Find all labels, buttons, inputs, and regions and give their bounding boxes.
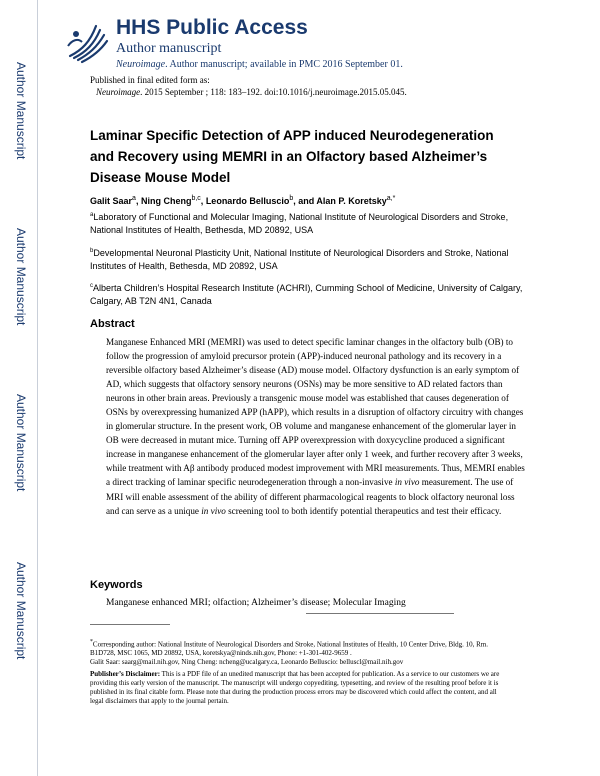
author-list — [90, 195, 395, 206]
publication-info — [90, 74, 407, 98]
sidebar-label: Author Manuscript — [14, 62, 28, 160]
author-manuscript-sidebar — [0, 0, 38, 776]
published-label: Published in final edited form as: — [90, 75, 210, 85]
affiliation — [90, 280, 530, 308]
affiliation — [90, 209, 530, 237]
publisher-disclaimer — [90, 670, 510, 706]
abstract-text: screening tool to both identify potential therapeutics and test their efficacy. — [225, 505, 502, 516]
affiliation — [90, 245, 530, 273]
sidebar-divider — [37, 0, 38, 776]
abstract-text: Manganese Enhanced MRI (MEMRI) was used to detect specific laminar changes in the olfactory bulb (OB) to follow the progression of amyloid precursor protein (APP)-induced neuronal pathology and its recovery in a reversible olfactory based Alzheimer’s disease (AD) mouse model. Olfactory dysfunction is an early symptom of AD, which suggests that olfactory sensory neurons (OSNs) may be more sensitive to AD related factors than neurons in other brain areas. Previously a transgenic mouse model was established that causes degeneration of OSNs by overexpressing humanized APP (hAPP), which results in a disruption of olfactory circuitry with changes in glomerular structure. In the present work, OB volume and manganese enhancement of the glomerular layer in OB were decreased in mutant mice. Turning off APP overexpression with doxycycline produced a significant increase in manganese enhancement of the glomerular layer after only 1 week, and further recovery after 3 weeks, while treatment with Aβ antibody produced modest improvement with MRI measurements. Thus, MEMRI enables a direct tracking of laminar specific neurodegeneration through a non-invasive — [106, 337, 525, 488]
sidebar-label: Author Manuscript — [14, 562, 28, 660]
hhs-title: HHS Public Access — [116, 16, 308, 39]
journal-name: Neuroimage — [116, 59, 166, 70]
affiliation-text: Laboratory of Functional and Molecular Imaging, National Institute of Neurological Disorders and Stroke, National Institutes of Health, Bethesda, MD 20892, USA — [90, 212, 509, 235]
author-separator: , and — [293, 196, 317, 206]
availability-text: . Author manuscript; available in PMC 2016 September 01. — [165, 59, 403, 70]
author-affiliation-mark: b — [289, 195, 294, 202]
author-name: Galit Saar — [90, 196, 133, 206]
citation-details: . 2015 September ; 118: 183–192. doi:10.1016/j.neuroimage.2015.05.045. — [140, 87, 407, 97]
abstract-text: measurement. The use of MRI will enable assessment of the ability of different pharmacological reagents to block olfactory neuronal loss and can serve as a unique — [106, 477, 515, 516]
disclaimer-text: This is a PDF file of an unedited manuscript that has been accepted for publication. As a service to our customers we are providing this early version of the manuscript. The manuscript will undergo copyediting, typesetting, and review of the resulting proof before it is published in its final citable form. Please note that during the production process errors may be discovered which could affect the content, and all legal disclaimers that apply to the journal pertain. — [90, 670, 500, 705]
author-separator: , — [135, 196, 141, 206]
affiliation-text: Alberta Children’s Hospital Research Institute (ACHRI), Cumming School of Medicine, University of Calgary, Calgary, AB T2N 4N1, Canada — [90, 283, 523, 306]
author-name: Alan P. Koretsky — [316, 196, 387, 206]
affiliation-mark: b — [90, 248, 94, 254]
abstract-italic: in vivo — [394, 477, 420, 488]
keywords-rule — [306, 613, 454, 614]
keywords-list: Manganese enhanced MRI; olfaction; Alzheimer’s disease; Molecular Imaging — [106, 598, 406, 608]
keywords-heading: Keywords — [90, 579, 143, 591]
hhs-availability — [116, 59, 403, 70]
footnote-rule — [90, 624, 170, 625]
author-name: Ning Cheng — [140, 196, 192, 206]
sidebar-label: Author Manuscript — [14, 394, 28, 492]
disclaimer-label: Publisher’s Disclaimer: — [90, 670, 161, 678]
citation-journal: Neuroimage — [96, 87, 141, 97]
author-affiliation-mark: b,c — [191, 195, 201, 202]
hhs-header — [62, 14, 582, 70]
author-affiliation-mark: a,* — [386, 195, 396, 202]
corresponding-author-footnote — [90, 638, 510, 658]
author-separator: , — [200, 196, 206, 206]
author-affiliation-mark: a — [132, 195, 136, 202]
abstract-body — [106, 335, 526, 518]
abstract-heading: Abstract — [90, 318, 135, 330]
citation — [90, 86, 407, 98]
hhs-subtitle: Author manuscript — [116, 41, 222, 56]
sidebar-label: Author Manuscript — [14, 228, 28, 326]
affiliation-text: Developmental Neuronal Plasticity Unit, National Institute of Neurological Disorders and Stroke, National Institutes of Health, Bethesda, MD 20892, USA — [90, 248, 509, 271]
affiliation-mark: a — [90, 212, 94, 218]
paper-title: Laminar Specific Detection of APP induced Neurodegeneration and Recovery using MEMRI in an Olfactory based Alzheimer’s Disease Mouse Model — [90, 128, 494, 185]
email-footnote: Galit Saar: saarg@mail.nih.gov, Ning Cheng: ncheng@ucalgary.ca, Leonardo Belluscio: belluscl@mail.nih.gov — [90, 658, 404, 666]
abstract-italic: in vivo — [201, 505, 226, 516]
author-name: Leonardo Belluscio — [205, 196, 290, 206]
affiliation-mark: c — [90, 283, 93, 289]
corresponding-text: Corresponding author: National Institute of Neurological Disorders and Stroke, National Institutes of Health, 10 Center Drive, Bldg. 10, Rm. B1D728, MSC 1065, MD 20892, USA, koretskya@ninds.nih.gov, Phone: +1-301-402-9659 . — [90, 640, 488, 658]
hhs-eagle-logo-icon — [62, 16, 110, 64]
footnote-mark: * — [90, 639, 93, 645]
